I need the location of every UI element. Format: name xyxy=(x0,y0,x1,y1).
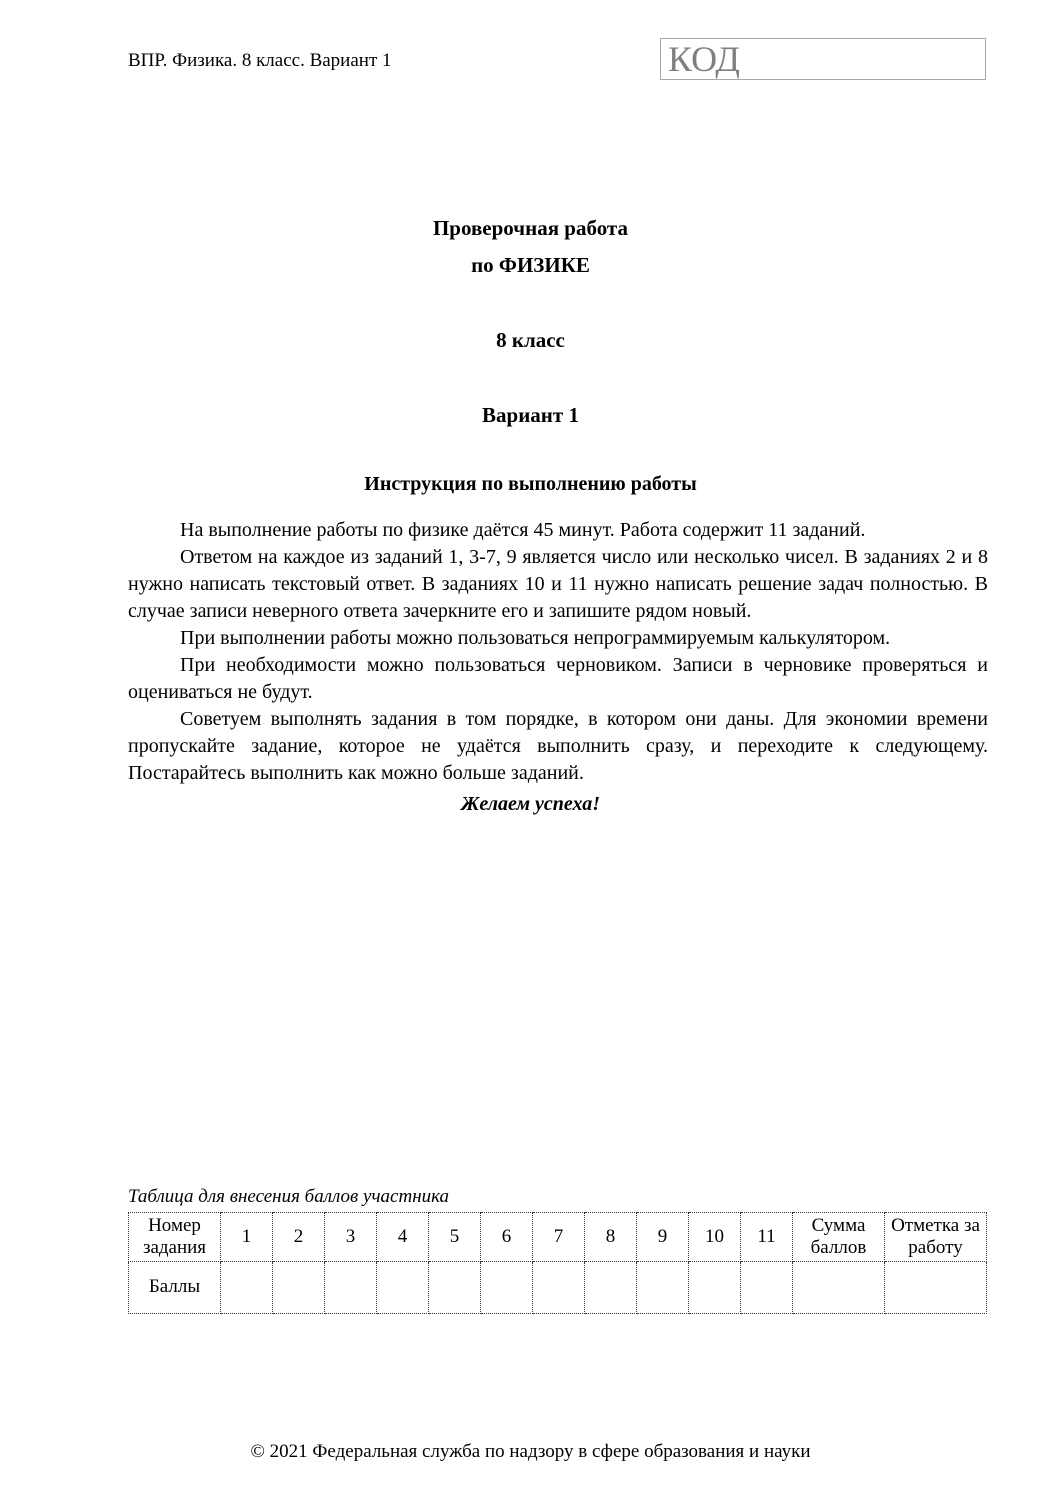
score-cell xyxy=(377,1261,429,1313)
task-number-cell: 5 xyxy=(429,1213,481,1262)
copyright-footer: © 2021 Федеральная служба по надзору в сфере образования и науки xyxy=(250,1441,811,1462)
table-row-task-numbers xyxy=(129,1213,987,1262)
score-cell xyxy=(741,1261,793,1313)
score-cell xyxy=(637,1261,689,1313)
variant-title: Вариант 1 xyxy=(482,403,579,427)
score-cell xyxy=(585,1261,637,1313)
task-number-cell: 11 xyxy=(741,1213,793,1262)
score-table-caption: Таблица для внесения баллов участника xyxy=(128,1186,450,1207)
task-number-cell: 1 xyxy=(221,1213,273,1262)
table-row-scores xyxy=(129,1261,987,1313)
score-table xyxy=(128,1212,987,1314)
task-number-cell: 7 xyxy=(533,1213,585,1262)
instructions-paragraph: При необходимости можно пользоваться черновиком. Записи в черновике проверяться и оцениваться не будут. xyxy=(128,654,988,703)
code-box xyxy=(660,38,986,80)
task-number-cell: 2 xyxy=(273,1213,325,1262)
instructions-heading: Инструкция по выполнению работы xyxy=(364,473,697,495)
score-cell xyxy=(429,1261,481,1313)
grade-title: 8 класс xyxy=(496,328,565,352)
instructions-paragraph: Ответом на каждое из заданий 1, 3-7, 9 является число или несколько чисел. В заданиях 2 и 8 нужно написать текстовый ответ. В заданиях 10 и 11 нужно написать решение задач полностью. В случае записи неверного ответа зачеркните его и запишите рядом новый. xyxy=(128,546,988,622)
instructions-paragraph: При выполнении работы можно пользоваться непрограммируемым калькулятором. xyxy=(180,627,891,649)
instructions-paragraph: Советуем выполнять задания в том порядке, в котором они даны. Для экономии времени пропускайте задание, которое не удаётся выполнить сразу, и переходите к следующему. Постарайтесь выполнить как можно больше заданий. xyxy=(128,708,988,784)
mark-header-cell: Отметка за работу xyxy=(885,1213,987,1262)
work-title-line2: по ФИЗИКЕ xyxy=(471,253,590,277)
work-title-line1: Проверочная работа xyxy=(432,216,629,240)
score-cell xyxy=(273,1261,325,1313)
score-cell xyxy=(221,1261,273,1313)
sum-header-cell: Сумма баллов xyxy=(793,1213,885,1262)
task-number-header-cell: Номер задания xyxy=(129,1213,221,1262)
score-cell xyxy=(689,1261,741,1313)
task-number-cell: 8 xyxy=(585,1213,637,1262)
score-cell xyxy=(533,1261,585,1313)
scores-row-label-cell: Баллы xyxy=(129,1261,221,1313)
document-header-title: ВПР. Физика. 8 класс. Вариант 1 xyxy=(128,50,392,71)
task-number-cell: 3 xyxy=(325,1213,377,1262)
sum-score-cell xyxy=(793,1261,885,1313)
good-luck-message: Желаем успеха! xyxy=(460,793,601,815)
instructions-body xyxy=(128,517,988,787)
task-number-cell: 10 xyxy=(689,1213,741,1262)
code-label: КОД xyxy=(668,39,740,79)
mark-score-cell xyxy=(885,1261,987,1313)
task-number-cell: 6 xyxy=(481,1213,533,1262)
instructions-paragraph: На выполнение работы по физике даётся 45 минут. Работа содержит 11 заданий. xyxy=(180,519,866,541)
task-number-cell: 4 xyxy=(377,1213,429,1262)
score-cell xyxy=(325,1261,377,1313)
task-number-cell: 9 xyxy=(637,1213,689,1262)
score-cell xyxy=(481,1261,533,1313)
